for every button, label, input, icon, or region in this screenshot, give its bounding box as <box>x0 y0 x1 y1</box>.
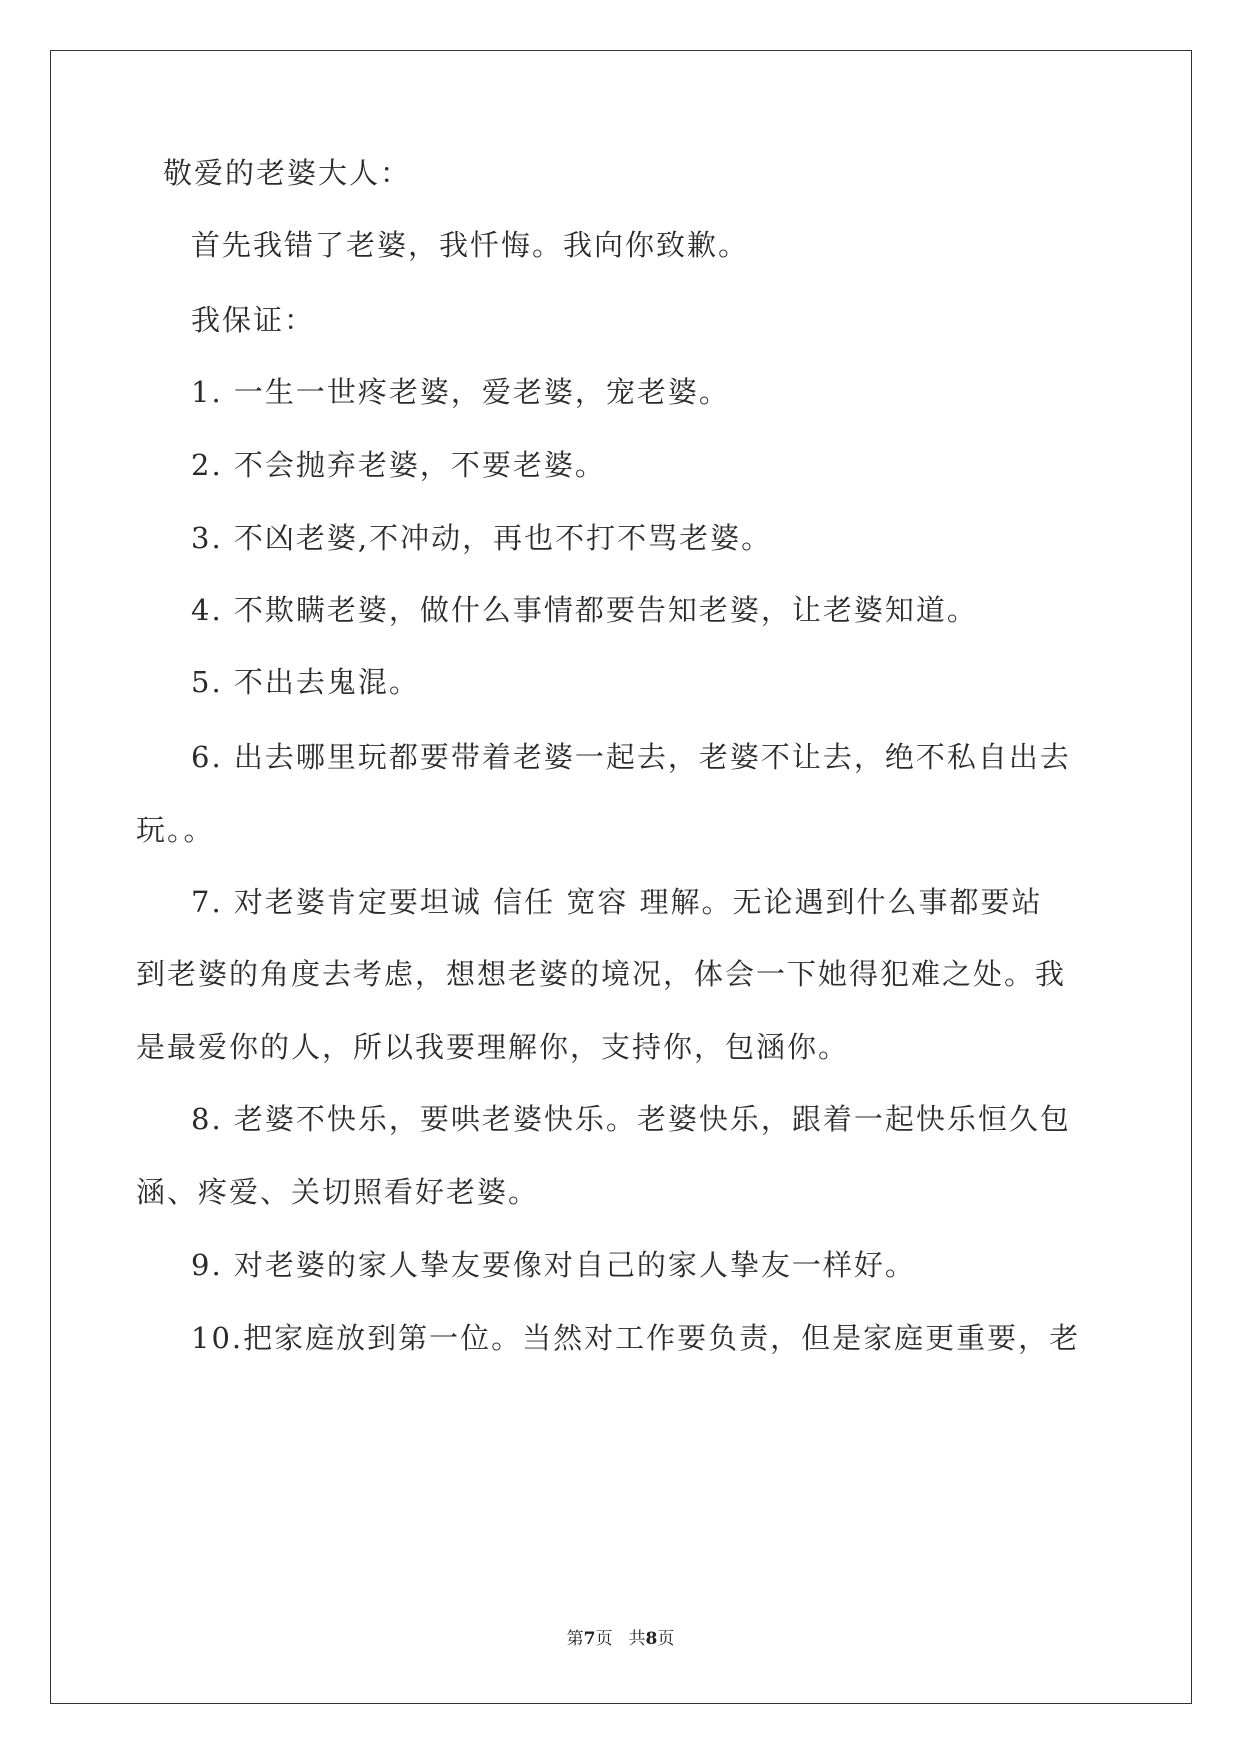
pledge-item-7-continued-2: 是最爱你的人，所以我要理解你，支持你，包涵你。 <box>136 1030 850 1064</box>
page-footer <box>0 1627 1241 1651</box>
page-prefix: 第 <box>566 1629 584 1649</box>
pledge-item-5: 5. 不出去鬼混。 <box>191 665 420 699</box>
salutation: 敬爱的老婆大人： <box>163 156 412 190</box>
total-prefix: 共 <box>628 1629 646 1649</box>
page-suffix: 页 <box>595 1629 613 1649</box>
pledge-item-7-continued-1: 到老婆的角度去考虑，想想老婆的境况，体会一下她得犯难之处。我 <box>136 957 1067 991</box>
page-number: 7 <box>583 1629 596 1649</box>
pledge-item-9: 9. 对老婆的家人挚友要像对自己的家人挚友一样好。 <box>191 1248 916 1282</box>
pledge-item-7: 7. 对老婆肯定要坦诚 信任 宽容 理解。无论遇到什么事都要站 <box>191 885 1043 919</box>
intro-paragraph: 首先我错了老婆，我忏悔。我向你致歉。 <box>191 228 750 262</box>
pledge-item-6: 6. 出去哪里玩都要带着老婆一起去，老婆不让去，绝不私自出去 <box>191 740 1071 774</box>
pledge-item-8-continued: 涵、疼爱、关切照看好老婆。 <box>136 1175 540 1209</box>
pledge-item-4: 4. 不欺瞒老婆，做什么事情都要告知老婆，让老婆知道。 <box>191 593 978 627</box>
pledge-item-1: 1. 一生一世疼老婆，爱老婆，宠老婆。 <box>191 375 730 409</box>
total-suffix: 页 <box>657 1629 675 1649</box>
pledge-item-2: 2. 不会抛弃老婆，不要老婆。 <box>191 448 606 482</box>
pledge-item-8: 8. 老婆不快乐，要哄老婆快乐。老婆快乐，跟着一起快乐恒久包 <box>191 1102 1071 1136</box>
total-pages: 8 <box>645 1629 658 1649</box>
pledge-item-3: 3. 不凶老婆,不冲动，再也不打不骂老婆。 <box>191 521 773 555</box>
pledge-item-10: 10.把家庭放到第一位。当然对工作要负责，但是家庭更重要，老 <box>191 1321 1081 1355</box>
page-border <box>50 50 1192 1704</box>
pledge-heading: 我保证： <box>191 303 316 337</box>
pledge-item-6-continued: 玩。。 <box>136 813 215 847</box>
